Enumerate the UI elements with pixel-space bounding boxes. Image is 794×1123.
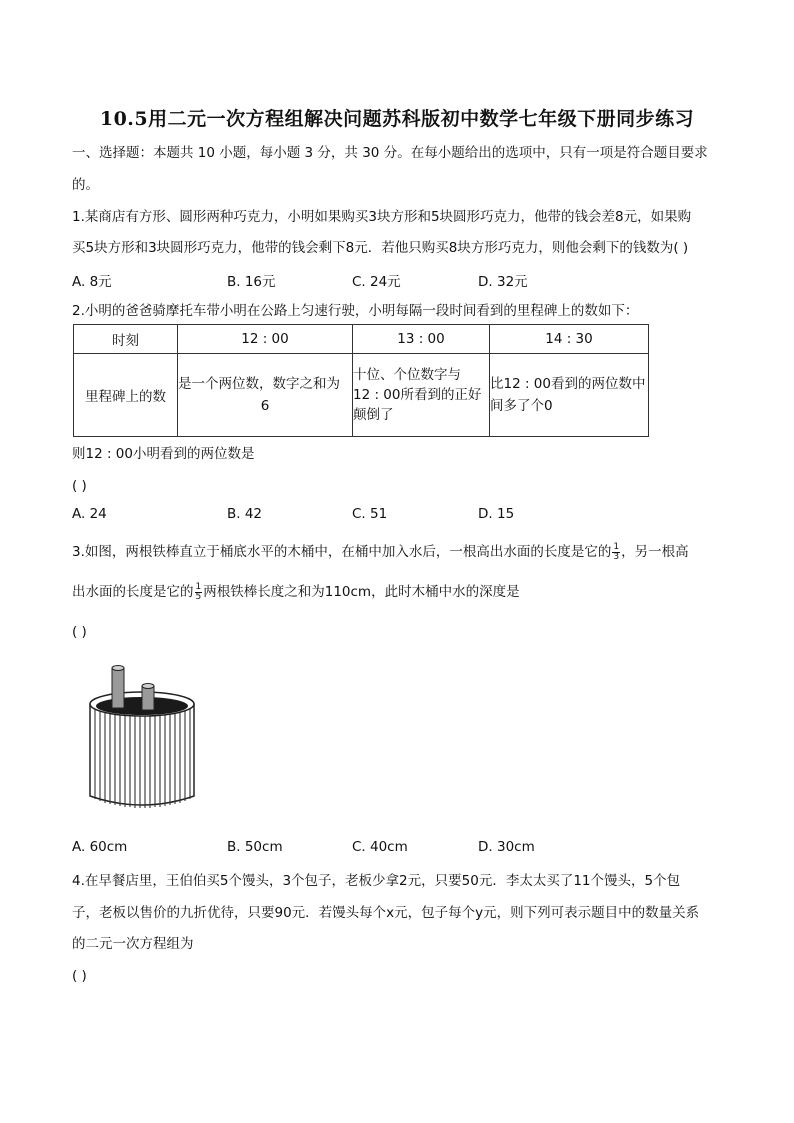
q3-line1-post: ，另一根高 [621,544,689,560]
short-iron-rod [142,684,154,711]
cell-1300-line-3: 颠倒了 [353,407,394,423]
q3-line2-pre: 出水面的长度是它的 [72,584,194,600]
q1-option-d: D. 32元 [478,274,528,290]
section-heading-line-2: 的。 [72,177,99,193]
fraction-numerator: 1 [613,541,620,552]
q1-option-c: C. 24元 [352,274,401,290]
q4-answer-paren: ( ) [72,968,87,984]
q3-answer-paren: ( ) [72,624,87,640]
table-header-1430: 14 : 30 [490,325,649,354]
table-header-row [74,325,649,354]
q3-line1-pre: 3.如图，两根铁棒直立于桶底水平的木桶中，在桶中加入水后，一根高出水面的长度是它的 [72,544,612,560]
q3-options [72,839,732,859]
fraction-denominator: 3 [613,551,620,562]
bucket-illustration [82,662,202,812]
q1-options [72,270,732,290]
tall-iron-rod [112,666,124,709]
q3-option-a: A. 60cm [72,839,128,855]
fraction-numerator: 1 [195,581,202,592]
q4-text-line-3: 的二元一次方程组为 [72,936,194,952]
q2-text-line-1: 2.小明的爸爸骑摩托车带小明在公路上匀速行驶，小明每隔一段时间看到的里程碑上的数如下： [72,303,639,319]
barrel-body [90,704,194,808]
cell-1430-line-1: 比12 : 00看到的两位数中 [490,376,646,392]
section-heading-line-1: 一、选择题：本题共 10 小题，每小题 3 分，共 30 分。在每小题给出的选项中，只有一项是符合题目要求 [72,145,708,161]
fraction-denominator: 5 [195,591,202,602]
q2-option-a: A. 24 [72,506,107,522]
q2-options [72,506,732,526]
milestone-table [73,324,649,437]
table-row-label: 里程碑上的数 [74,354,178,437]
fraction-one-fifth [195,583,203,602]
table-header-1200: 12 : 00 [178,325,353,354]
table-header-1300: 13 : 00 [353,325,490,354]
q3-option-c: C. 40cm [352,839,408,855]
table-row [74,354,649,437]
q2-answer-paren: ( ) [72,478,87,494]
q1-option-b: B. 16元 [227,274,276,290]
cell-1200-line-2: 6 [260,398,270,414]
q4-text-line-1: 4.在早餐店里，王伯伯买5个馒头，3个包子，老板少拿2元，只要50元．李太太买了11个馒头，5个包 [72,873,681,889]
q3-text-line-1 [72,542,689,562]
page-title: 10.5用二元一次方程组解决问题苏科版初中数学七年级下册同步练习 [99,108,695,130]
q2-option-b: B. 42 [227,506,263,522]
table-cell-1430 [490,354,649,437]
table-cell-1300 [353,354,490,437]
q1-text-line-2: 买5块方形和3块圆形巧克力，他带的钱会剩下8元．若他只购买8块方形巧克力，则他会剩下的钱数为( ) [72,240,689,256]
q2-text-line-2: 则12 : 00小明看到的两位数是 [72,446,255,462]
q3-text-line-2 [72,582,520,602]
q1-text-line-1: 1.某商店有方形、圆形两种巧克力，小明如果购买3块方形和5块圆形巧克力，他带的钱会差8元，如果购 [72,209,692,225]
cell-1300-line-1: 十位、个位数字与 [353,367,461,383]
table-header-time: 时刻 [74,325,178,354]
q3-option-b: B. 50cm [227,839,283,855]
fraction-one-third [612,543,620,562]
q2-option-c: C. 51 [352,506,388,522]
q4-text-line-2: 子，老板以售价的九折优待，只要90元．若馒头每个x元，包子每个y元，则下列可表示题目中的数量关系 [72,905,700,921]
table-cell-1200 [178,354,353,437]
q2-option-d: D. 15 [478,506,515,522]
cell-1430-line-2: 间多了个0 [490,398,553,414]
cell-1300-line-2: 12 : 00所看到的正好 [353,387,482,403]
q3-option-d: D. 30cm [478,839,535,855]
q3-line2-post: 两根铁棒长度之和为110cm，此时木桶中水的深度是 [203,584,520,600]
cell-1200-line-1: 是一个两位数，数字之和为 [178,376,340,392]
q1-option-a: A. 8元 [72,274,112,290]
